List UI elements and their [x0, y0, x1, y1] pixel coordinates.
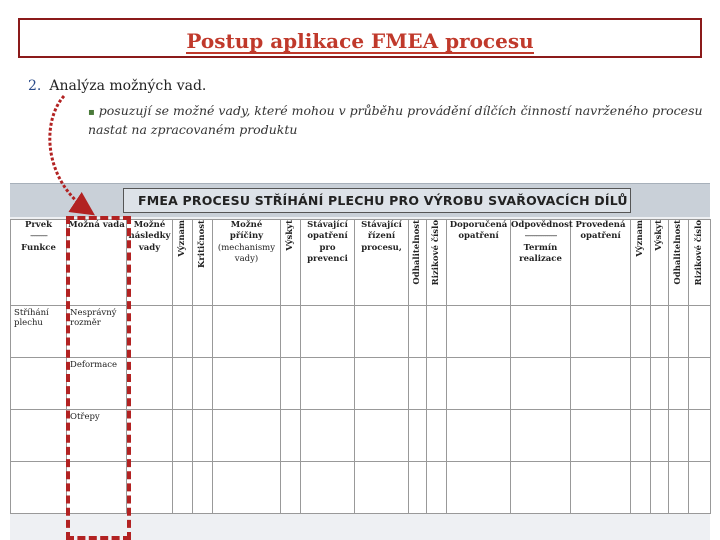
header-prvek-funkce: Prvek --------- Funkce: [11, 220, 67, 306]
cell-vada: Deformace: [67, 358, 127, 410]
heading-number: 2.: [28, 78, 42, 94]
fmea-sheet: [10, 183, 710, 540]
section-heading: [28, 78, 206, 94]
header-mozna-vada: Možná vada: [67, 220, 127, 306]
header-odpovednost-termin: Odpovědnost ----------------- Termín realizace: [511, 220, 571, 306]
header-vyskyt-2: Výskyt: [651, 220, 669, 306]
header-vyskyt: Výskyt: [281, 220, 301, 306]
slide-title: Postup aplikace FMEA procesu: [186, 29, 534, 53]
header-kriticnost: Kritičnost: [193, 220, 213, 306]
cell-vada: Nesprávný rozměr: [67, 306, 127, 358]
highlight-frame-mozna-vada: [66, 216, 131, 540]
header-vyznam: Význam: [173, 220, 193, 306]
header-odhalitelnost-2: Odhalitelnost: [669, 220, 689, 306]
header-stavajici-prevence: Stávající opatření pro prevenci: [301, 220, 355, 306]
slide-title-box: [18, 18, 702, 58]
header-rizikove-cislo: Rizikové číslo: [427, 220, 447, 306]
header-vyznam-2: Význam: [631, 220, 651, 306]
header-rizikove-cislo-2: Rizikové číslo: [689, 220, 711, 306]
bullet-text: posuzují se možné vady, které mohou v průběhu provádění dílčích činností navrženého procesu nastat na zpracovaném produktu: [88, 103, 703, 137]
cell-vada: Otřepy: [67, 410, 127, 462]
header-doporucena: Doporučená opatření: [447, 220, 511, 306]
header-provedena: Provedená opatření: [571, 220, 631, 306]
cell-prvek: Stříhání plechu: [11, 306, 67, 358]
header-mozne-priciny: Možné příčiny (mechanismy vady): [213, 220, 281, 306]
bullet-icon: ▪: [88, 107, 95, 118]
bullet-point: [88, 102, 708, 139]
header-mozne-nasledky: Možné následky vady: [127, 220, 173, 306]
sheet-title: FMEA PROCESU STŘÍHÁNÍ PLECHU PRO VÝROBU SVAŘOVACÍCH DÍLŮ: [123, 188, 631, 213]
header-stavajici-rizeni: Stávající řízení procesu,: [355, 220, 409, 306]
header-odhalitelnost: Odhalitelnost: [409, 220, 427, 306]
heading-text: Analýza možných vad.: [49, 78, 207, 94]
